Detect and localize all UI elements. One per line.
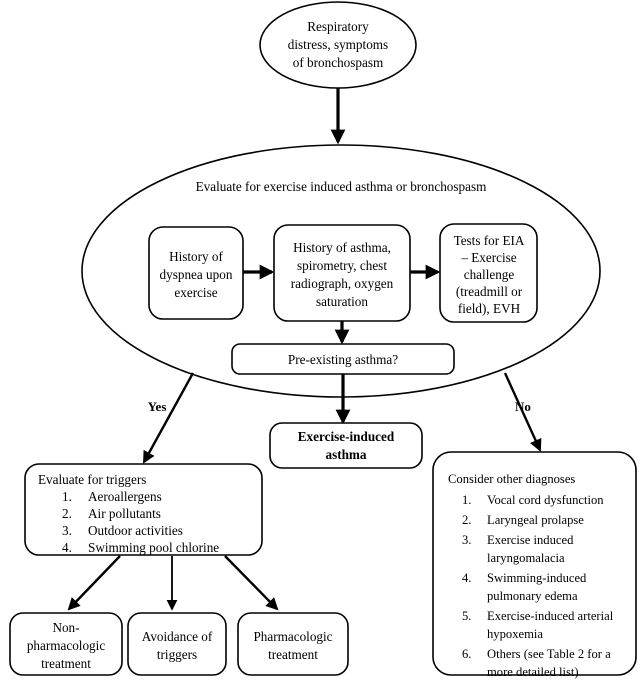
evaluate-group-heading: Evaluate for exercise induced asthma or bronchospasm [195, 179, 487, 194]
tests-eia-line-5: field), EVH [457, 301, 521, 316]
evaluate-triggers-heading: Evaluate for triggers [38, 472, 147, 487]
pharmacologic-shape [238, 613, 348, 675]
diagnosis-item-4-line-1: Swimming-induced [487, 571, 587, 585]
node-preexisting-asthma [232, 344, 454, 374]
node-history-asthma [274, 225, 410, 321]
history-asthma-line-2: spirometry, chest [297, 258, 387, 273]
tests-eia-line-1: Tests for EIA [453, 233, 525, 248]
pharm-line-2: treatment [268, 647, 318, 662]
node-tests-eia [440, 224, 537, 322]
node-evaluate-triggers [25, 464, 262, 555]
node-pharmacologic [238, 613, 348, 675]
diagnosis-item-3-line-2: laryngomalacia [487, 551, 565, 565]
trigger-item-1: Aeroallergens [88, 489, 162, 504]
trigger-marker-3: 3. [62, 523, 72, 538]
diagnosis-marker-4: 4. [462, 571, 472, 585]
non-pharm-line-3: treatment [41, 656, 91, 671]
avoidance-line-1: Avoidance of [141, 629, 213, 644]
history-dyspnea-line-1: History of [169, 249, 223, 264]
diagnosis-item-1-line-1: Vocal cord dysfunction [487, 493, 604, 507]
diagnosis-item-6-line-1: Others (see Table 2 for a [487, 647, 611, 661]
edge-label-yes: Yes [147, 399, 167, 414]
history-asthma-line-1: History of asthma, [293, 240, 391, 255]
trigger-item-2: Air pollutants [88, 506, 161, 521]
eia-diagnosis-line-2: asthma [325, 447, 367, 462]
diagnosis-item-5-line-1: Exercise-induced arterial [487, 609, 614, 623]
avoidance-line-2: triggers [156, 647, 198, 662]
node-history-dyspnea [149, 227, 243, 319]
trigger-item-3: Outdoor activities [88, 523, 183, 538]
other-diagnoses-heading: Consider other diagnoses [448, 472, 576, 486]
diagnosis-item-5-line-2: hypoxemia [487, 627, 543, 641]
diagnosis-marker-1: 1. [462, 493, 472, 507]
node-non-pharmacologic [10, 613, 122, 675]
history-asthma-line-4: saturation [315, 294, 369, 309]
diagnosis-item-4-line-2: pulmonary edema [487, 589, 578, 603]
history-dyspnea-line-2: dyspnea upon [159, 267, 233, 282]
edge-yes-branch [144, 373, 193, 462]
edge-triggers-to-nonpharm [69, 556, 120, 609]
non-pharm-line-2: pharmacologic [26, 638, 106, 653]
diagnosis-item-6-line-2: more detailed list) [487, 665, 579, 679]
node-eia-diagnosis [270, 423, 422, 468]
diagnosis-marker-3: 3. [462, 533, 472, 547]
diagnosis-marker-5: 5. [462, 609, 472, 623]
trigger-item-4: Swimming pool chlorine [88, 540, 220, 555]
diagnosis-item-2-line-1: Laryngeal prolapse [487, 513, 584, 527]
start-line-3: of bronchospasm [292, 55, 384, 70]
non-pharm-line-1: Non- [52, 620, 80, 635]
diagnosis-marker-6: 6. [462, 647, 472, 661]
pharm-line-1: Pharmacologic [253, 629, 333, 644]
tests-eia-line-2: – Exercise [461, 250, 517, 265]
trigger-marker-2: 2. [62, 506, 72, 521]
diagnosis-marker-2: 2. [462, 513, 472, 527]
start-line-2: distress, symptoms [287, 37, 389, 52]
tests-eia-line-4: (treadmill or [455, 284, 523, 299]
trigger-marker-4: 4. [62, 540, 72, 555]
preexisting-asthma-label: Pre-existing asthma? [287, 352, 399, 367]
node-start [260, 2, 416, 88]
start-line-1: Respiratory [307, 19, 369, 34]
node-other-diagnoses [433, 452, 636, 679]
tests-eia-line-3: challenge [463, 267, 515, 282]
edge-triggers-to-pharm [225, 556, 277, 609]
eia-diagnosis-line-1: Exercise-induced [297, 429, 395, 444]
history-asthma-line-3: radiograph, oxygen [290, 276, 394, 291]
trigger-marker-1: 1. [62, 489, 72, 504]
node-avoidance-of-triggers [128, 613, 226, 675]
history-dyspnea-line-3: exercise [174, 285, 218, 300]
diagnosis-item-3-line-1: Exercise induced [487, 533, 574, 547]
avoidance-shape [128, 613, 226, 675]
edge-label-no: No [515, 399, 531, 414]
